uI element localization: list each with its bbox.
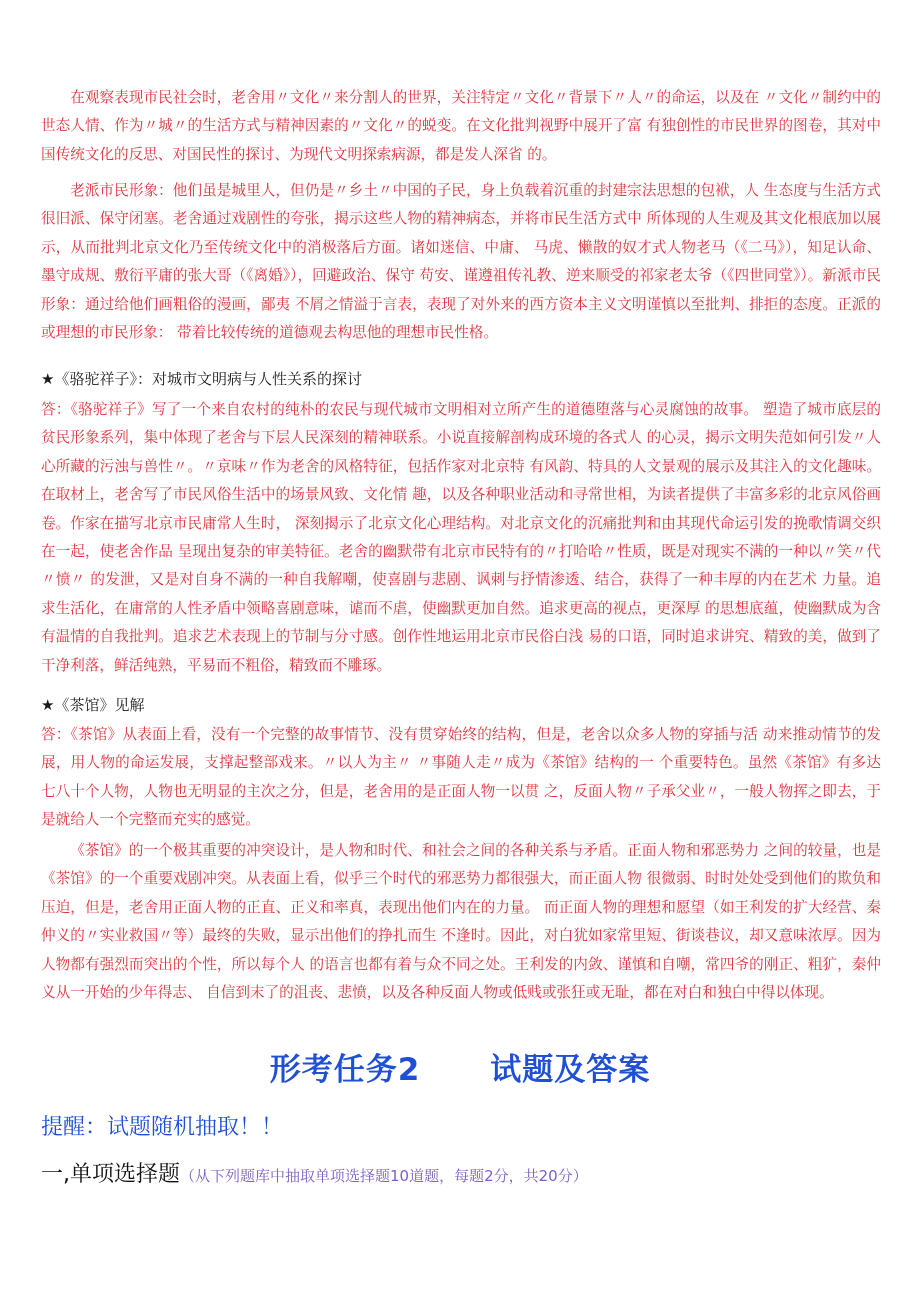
- teahouse-answer-1: 答：《茶馆》从表面上看，没有一个完整的故事情节、没有贯穿始终的结构，但是，老舍以众多人物的穿插与活 动来推动情节的发展，用人物的命运发展，支撑起整部戏来。〃以人为主〃 〃事随人走〃成为《茶馆》结构的一 个重要特色。虽然《茶馆》有多达七八十个人物，人物也无明显的主次之分，但是，老舍用的是正面人物一以贯 之，反面人物〃子承父业〃，一般人物挥之即去，于是就给人一个完整而充实的感觉。: [41, 726, 881, 829]
- intro-paragraph: 在观察表现市民社会时，老舍用〃文化〃来分割人的世界，关注特定〃文化〃背景下〃人〃的命运，以及在 〃文化〃制约中的世态人情、作为〃城〃的生活方式与精神因素的〃文化〃的蜕变。在文化批判视野中展开了富 有独创性的市民世界的图卷，其对中国传统文化的反思、对国民性的探讨、为现代文明探索病源，都是发人深省 的。: [41, 89, 881, 163]
- citizen-images-paragraph: 老派市民形象：他们虽是城里人，但仍是〃乡土〃中国的子民，身上负载着沉重的封建宗法思想的包袱，人 生态度与生活方式很旧派、保守闭塞。老舍通过戏剧性的夸张，揭示这些人物的精神病态，并将市民生活方式中 所体现的人生观及其文化根底加以展示，从而批判北京文化乃至传统文化中的消极落后方面。诸如迷信、中庸、 马虎、懒散的奴才式人物老马（《二马》），知足认命、墨守成规、敷衍平庸的张大哥（《离婚》），回避政治、保守 苟安、谨遵祖传礼教、逆来顺受的祁家老太爷（《四世同堂》）。新派市民形象：通过给他们画粗俗的漫画，鄙夷 不屑之情溢于言表，表现了对外来的西方资本主义文明谨慎以至批判、排拒的态度。正派的或理想的市民形象： 带着比较传统的道德观去构思他的理想市民性格。: [41, 182, 881, 342]
- luotuo-xiangzi-answer: 答：《骆驼祥子》写了一个来自农村的纯朴的农民与现代城市文明相对立所产生的道德堕落与心灵腐蚀的故事。 塑造了城市底层的贫民形象系列，集中体现了老舍与下层人民深刻的精神联系。小说直接解剖构成环境的各式人 的心灵，揭示文明失范如何引发〃人心所藏的污浊与兽性〃。〃京味〃作为老舍的风格特征，包括作家对北京特 有风韵、特具的人文景观的展示及其注入的文化趣味。在取材上，老舍写了市民风俗生活中的场景风致、文化情 趣，以及各种职业活动和寻常世相，为读者提供了丰富多彩的北京风俗画卷。作家在描写北京市民庸常人生时， 深刻揭示了北京文化心理结构。对北京文化的沉痛批判和由其现代命运引发的挽歌情调交织在一起，使老舍作品 呈现出复杂的审美特征。老舍的幽默带有北京市民特有的〃打哈哈〃性质，既是对现实不满的一种以〃笑〃代〃愤〃 的发泄，又是对自身不满的一种自我解嘲，使喜剧与悲剧、讽刺与抒情渗透、结合，获得了一种丰厚的内在艺术 力量。追求生活化，在庸常的人性矛盾中领略喜剧意味，谑而不虐，使幽默更加自然。追求更高的视点，更深厚 的思想底蕴，使幽默成为含有温情的自我批判。追求艺术表现上的节制与分寸感。创作性地运用北京市民俗白浅 易的口语，同时追求讲究、精致的美，做到了干净利落，鲜活纯熟，平易而不粗俗，精致而不雕琢。: [41, 401, 881, 674]
- section-note: （从下列题库中抽取单项选择题10道题，每题2分，共20分）: [180, 1167, 588, 1185]
- section-heading: [41, 1155, 588, 1196]
- teahouse-heading: ★《茶馆》见解: [41, 696, 145, 714]
- section-label: 一,单项选择题: [41, 1162, 180, 1187]
- assignment-title-left: 形考任务2: [269, 1052, 421, 1088]
- teahouse-answer-2: 《茶馆》的一个极其重要的冲突设计，是人物和时代、和社会之间的各种关系与矛盾。正面人物和邪恶势力 之间的较量，也是《茶馆》的一个重要戏剧冲突。从表面上看，似乎三个时代的邪恶势力都很强大，而正面人物 很微弱、时时处处受到他们的欺负和压迫，但是，老舍用正面人物的正直、正义和率真，表现出他们内在的力量。 而正面人物的理想和愿望（如王利发的扩大经营、秦仲义的〃实业救国〃等）最终的失败，显示出他们的挣扎而生 不逢时。因此，对白犹如家常里短、街谈巷议，却又意味浓厚。因为人物都有强烈而突出的个性，所以每个人 的语言也都有着与众不同之处。王利发的内敛、谨慎和自嘲，常四爷的刚正、粗犷，秦仲义从一开始的少年得志、 自信到末了的沮丧、悲愤，以及各种反面人物或低贱或张狂或无耻，都在对白和独白中得以体现。: [41, 842, 881, 1002]
- assignment-title-right: 试题及答案: [490, 1052, 651, 1088]
- random-reminder: 提醒：试题随机抽取！！: [41, 1115, 284, 1140]
- luotuo-xiangzi-heading: ★《骆驼祥子》：对城市文明病与人性关系的探讨: [41, 370, 362, 388]
- assignment-title: [0, 1046, 920, 1094]
